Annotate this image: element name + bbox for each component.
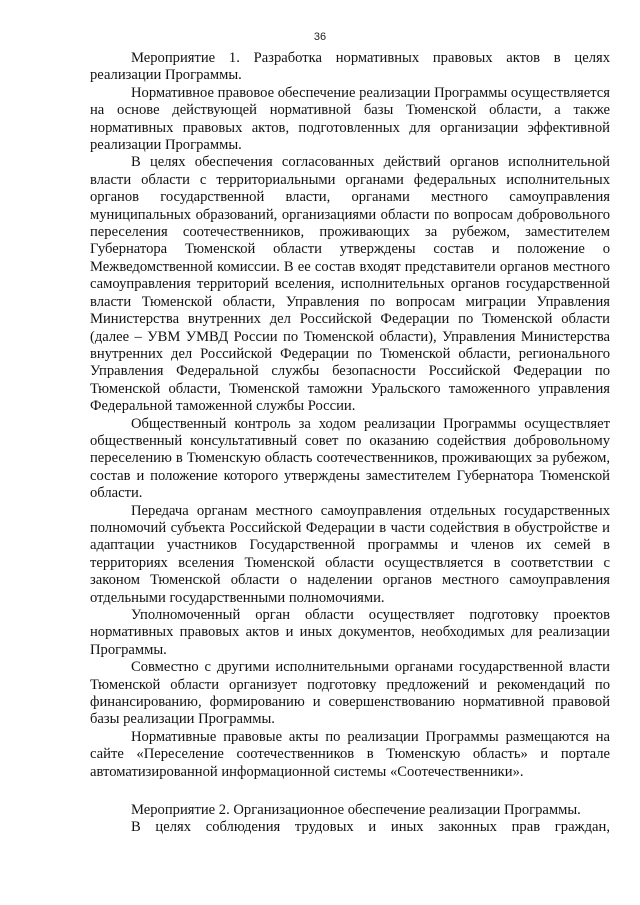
paragraph-delegation-of-powers: Передача органам местного самоуправления отдельных государственных полномочий субъекта Российской Федерации в части содействия в обустройстве и адаптации участников Государственной программы и членов их семей в территориях вселения Тюменской области осуществляется в соответствии с законом Тюменской области о наделении органов местного самоуправления отдельными государственными полномочиями.	[90, 502, 610, 606]
document-body	[90, 50, 610, 837]
paragraph-public-control: Общественный контроль за ходом реализации Программы осуществляет общественный консультативный совет по оказанию содействия добровольному переселению в Тюменскую область соотечественников, проживающих за рубежом, состав и положение которого утверждены заместителем Губернатора Тюменской области.	[90, 415, 610, 502]
paragraph-joint-preparation: Совместно с другими исполнительными органами государственной власти Тюменской области организует подготовку предложений и рекомендаций по финансированию, формированию и совершенствованию нормативной правовой базы реализации Программы.	[90, 659, 610, 728]
paragraph-authorized-body: Уполномоченный орган области осуществляет подготовку проектов нормативных правовых актов и иных документов, необходимых для реализации Программы.	[90, 607, 610, 658]
paragraph-interdepartmental-commission: В целях обеспечения согласованных действий органов исполнительной власти области с территориальными органами федеральных исполнительных органов государственной власти, органами местного самоуправления муниципальных образований, организациями области по вопросам добровольного переселения соотечественников, проживающих за рубежом, заместителем Губернатора Тюменской области утверждены состав и положение о Межведомственной комиссии. В ее состав входят представители органов местного самоуправления территорий вселения, исполнительных органов государственной власти Тюменской области, Управления по вопросам миграции Управления Министерства внутренних дел Российской Федерации по Тюменской области (далее – УВМ УМВД России по Тюменской области), Управления Министерства внутренних дел Российской Федерации по Тюменской области, регионального Управления Федеральной службы безопасности Российской Федерации по Тюменской области, Тюменской таможни Уральского таможенного управления Федеральной таможенной службы России.	[90, 154, 610, 415]
paragraph-measure-1-heading: Мероприятие 1. Разработка нормативных правовых актов в целях реализации Программы.	[90, 50, 610, 84]
page-number: 36	[313, 31, 327, 43]
paragraph-labor-rights: В целях соблюдения трудовых и иных законных прав граждан,	[131, 819, 610, 836]
paragraph-legal-basis: Нормативное правовое обеспечение реализации Программы осуществляется на основе действующей нормативной базы Тюменской области, а также нормативных правовых актов, подготовленных для организации эффективной реализации Программы.	[90, 84, 610, 154]
paragraph-measure-2-heading: Мероприятие 2. Организационное обеспечение реализации Программы.	[131, 802, 581, 819]
paragraph-publication: Нормативные правовые акты по реализации Программы размещаются на сайте «Переселение соотечественников в Тюменскую область» и портале автоматизированной информационной системы «Соотечественники».	[90, 728, 610, 780]
